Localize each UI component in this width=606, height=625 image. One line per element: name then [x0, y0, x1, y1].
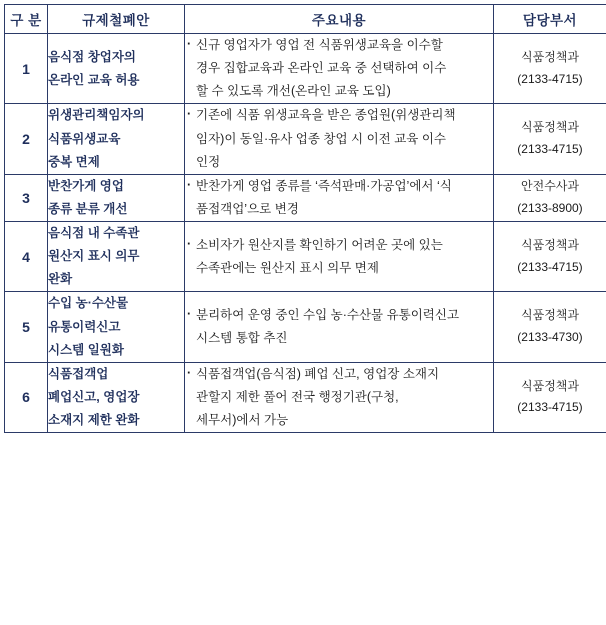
dept-phone: (2133-4730)	[517, 330, 583, 345]
column-header-title: 규제철폐안	[48, 5, 185, 34]
row-dept	[494, 34, 606, 104]
title-line: 중복 면제	[48, 154, 100, 169]
row-title	[48, 362, 185, 432]
title-line: 음식점 내 수족관	[48, 226, 140, 240]
dept-name: 식품정책과	[521, 50, 579, 65]
table-row	[5, 104, 606, 174]
content-line: 경우 집합교육과 온라인 교육 중 선택하여 이수	[196, 61, 447, 76]
title-line: 원산지 표시 의무	[48, 249, 140, 264]
content-line: · 분리하여 운영 중인 수입 농·수산물 유통이력신고	[185, 304, 493, 327]
row-content	[185, 292, 494, 362]
row-number: 1	[5, 34, 48, 104]
title-line: 폐업신고, 영업장	[48, 389, 140, 404]
dept-phone: (2133-4715)	[517, 259, 583, 274]
content-line: · 기존에 식품 위생교육을 받은 종업원(위생관리책	[185, 104, 493, 127]
row-dept	[494, 222, 606, 292]
row-dept	[494, 174, 606, 221]
row-title	[48, 292, 185, 362]
title-line: 종류 분류 개선	[48, 201, 128, 216]
table-row	[5, 34, 606, 104]
table-header	[5, 5, 606, 34]
title-line: 온라인 교육 허용	[48, 72, 140, 87]
content-line: · 신규 영업자가 영업 전 식품위생교육을 이수할	[185, 34, 493, 57]
title-line: 유통이력신고	[48, 319, 121, 334]
row-number: 6	[5, 362, 48, 432]
title-line: 시스템 일원화	[48, 342, 124, 357]
dept-phone: (2133-4715)	[517, 142, 583, 157]
row-dept	[494, 104, 606, 174]
title-line: 위생관리책임자의	[48, 108, 145, 123]
table-row	[5, 292, 606, 362]
dept-name: 식품정책과	[521, 120, 579, 135]
content-line: 인정	[196, 154, 221, 169]
row-content	[185, 104, 494, 174]
column-header-no: 구 분	[5, 5, 48, 34]
row-title	[48, 174, 185, 221]
dept-name: 식품정책과	[521, 238, 579, 253]
title-line: 식품위생교육	[48, 131, 121, 146]
content-line: 시스템 통합 추진	[196, 331, 288, 346]
row-number: 2	[5, 104, 48, 174]
row-dept	[494, 292, 606, 362]
column-header-content: 주요내용	[185, 5, 494, 34]
row-title	[48, 34, 185, 104]
table-row	[5, 222, 606, 292]
row-number: 3	[5, 174, 48, 221]
dept-name: 안전수사과	[521, 179, 579, 194]
title-line: 반찬가게 영업	[48, 178, 124, 193]
column-header-dept: 담당부서	[494, 5, 606, 34]
row-content	[185, 362, 494, 432]
dept-name: 식품정책과	[521, 378, 579, 393]
row-number: 4	[5, 222, 48, 292]
content-line: 관할지 제한 풀어 전국 행정기관(구청,	[196, 389, 399, 404]
content-line: · 반찬가게 영업 종류를 ‘즉석판매·가공업’에서 ‘식	[185, 175, 493, 198]
dept-phone: (2133-8900)	[517, 200, 583, 215]
content-line: 할 수 있도록 개선(온라인 교육 도입)	[196, 84, 391, 99]
content-line: 수족관에는 원산지 표시 의무 면제	[196, 260, 379, 275]
row-title	[48, 222, 185, 292]
table-body	[5, 34, 606, 433]
content-line: · 식품접객업(음식점) 폐업 신고, 영업장 소재지	[185, 363, 493, 386]
title-line: 완화	[48, 272, 73, 287]
title-line: 음식점 창업자의	[48, 49, 136, 64]
title-line: 소재지 제한 완화	[48, 413, 140, 427]
dept-phone: (2133-4715)	[517, 400, 583, 415]
dept-name: 식품정책과	[521, 308, 579, 323]
table-header-row	[5, 5, 606, 34]
row-content	[185, 222, 494, 292]
title-line: 식품접객업	[48, 366, 109, 381]
table-row	[5, 362, 606, 432]
content-line: 임자)이 동일·유사 업종 창업 시 이전 교육 이수	[196, 131, 446, 146]
content-line: 세무서)에서 가능	[196, 413, 289, 427]
row-dept	[494, 362, 606, 432]
row-content	[185, 34, 494, 104]
row-title	[48, 104, 185, 174]
title-line: 수입 농·수산물	[48, 296, 129, 311]
content-line: · 소비자가 원산지를 확인하기 어려운 곳에 있는	[185, 234, 493, 257]
row-content	[185, 174, 494, 221]
table-row	[5, 174, 606, 221]
regulation-reform-table	[4, 4, 606, 433]
dept-phone: (2133-4715)	[517, 71, 583, 86]
row-number: 5	[5, 292, 48, 362]
content-line: 품접객업’으로 변경	[196, 201, 299, 216]
